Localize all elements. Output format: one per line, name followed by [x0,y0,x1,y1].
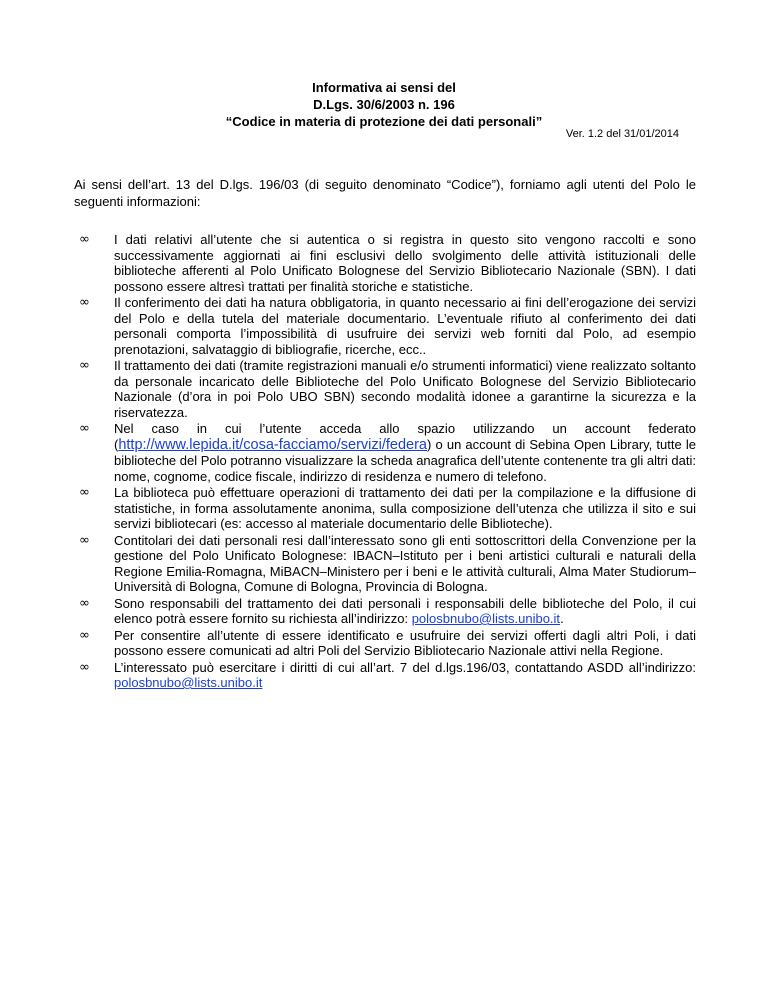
list-item [74,660,696,691]
title-line-3: “Codice in materia di protezione dei dati personali” [225,114,543,129]
infinity-bullet-icon: ∞ [79,421,90,436]
list-item [74,295,696,357]
list-item-text: La biblioteca può effettuare operazioni di trattamento dei dati per la compilazione e la diffusione di statistiche, in forma assolutamente anonima, sulla composizione dell’utenza che utilizza il sito e sui servizi bibliotecari (es: accesso al materiale documentario delle Biblioteche). [114,485,696,531]
list-item-text: Contitolari dei dati personali resi dall’interessato sono gli enti sottoscrittori della Convenzione per la gestione del Polo Unificato Bolognese: IBACN–Istituto per i beni artistici culturali e naturali della Regione Emilia-Romagna, MiBACN–Ministero per i beni e le attività culturali, Alma Mater Studiorum–Università di Bologna, Comune di Bologna, Provincia di Bologna. [114,532,696,594]
list-item [74,596,696,627]
list-item-text: Il conferimento dei dati ha natura obbligatoria, in quanto necessario ai fini dell’erogazione dei servizi del Polo e della tutela del materiale documentario. L’eventuale rifiuto al conferimento dei dati personali comporta l’impossibilità di usufruire dei servizi web forniti dal Polo, ad esempio prenotazioni, salvataggio di bibliografie, ricerche, ecc.. [114,295,696,357]
infinity-bullet-icon: ∞ [79,595,90,611]
list-item-text-before: L’interessato può esercitare i diritti di cui all’art. 7 del d.lgs.196/03, contattando ASDD all’indirizzo: [114,659,696,675]
version-label: Ver. 1.2 del 31/01/2014 [565,128,679,140]
list-item-text-after: ) o un account di Sebina Open Library, tutte le biblioteche del Polo potranno visualizzare la scheda anagrafica dell’utente contenente tra gli altri dati: nome, cognome, codice fiscale, indirizzo di residenza e numero di telefono. [114,436,696,484]
infinity-bullet-icon: ∞ [79,532,90,548]
list-item-text-before: Sono responsabili del trattamento dei dati personali i responsabili delle biblioteche del Polo, il cui elenco potrà essere fornito su richiesta all’indirizzo: [114,595,696,626]
infinity-bullet-icon: ∞ [79,295,90,310]
list-item-text-before: Nel caso in cui l’utente acceda allo spazio utilizzando un account federato ( [114,421,696,452]
infinity-bullet-icon: ∞ [79,659,90,675]
email-link[interactable]: polosbnubo@lists.unibo.it [114,675,263,690]
list-item [74,421,696,484]
info-list [74,232,696,692]
list-item-text: Il trattamento dei dati (tramite registrazioni manuali e/o strumenti informatici) viene realizzato soltanto da personale incaricato delle Biblioteche del Polo Unificato Bolognese del Servizio Bibliotecario Nazionale (d’ora in poi Polo UBO SBN) secondo modalità idonee a garantirne la sicurezza e la riservatezza. [114,358,696,420]
email-link[interactable]: polosbnubo@lists.unibo.it [411,611,561,626]
list-item-text: I dati relativi all’utente che si autentica o si registra in questo sito vengono raccolti e sono successivamente aggiornati ai fini esclusivi dello svolgimento delle attività istituzionali delle biblioteche afferenti al Polo Unificato Bolognese del Servizio Bibliotecario Nazionale (SBN). I dati possono essere altresì trattati per finalità storiche e statistiche. [114,232,696,294]
title-line-2: D.Lgs. 30/6/2003 n. 196 [313,97,455,112]
list-item [74,485,696,532]
infinity-bullet-icon: ∞ [79,232,90,247]
list-item [74,533,696,595]
infinity-bullet-icon: ∞ [79,485,90,500]
list-item [74,358,696,420]
title-line-1: Informativa ai sensi del [312,80,456,95]
infinity-bullet-icon: ∞ [79,627,90,643]
intro-paragraph: Ai sensi dell’art. 13 del D.lgs. 196/03 (di seguito denominato “Codice”), forniamo agli utenti del Polo le seguenti informazioni: [74,177,696,209]
list-item [74,232,696,294]
list-item-text: Per consentire all’utente di essere identificato e usufruire dei servizi offerti dagli altri Poli, i dati possono essere comunicati ad altri Poli del Servizio Bibliotecario Nazionale attivi nella Regione. [114,627,696,658]
list-item [74,628,696,659]
infinity-bullet-icon: ∞ [79,358,90,373]
federa-link[interactable]: http://www.lepida.it/cosa-facciamo/servizi/federa [118,436,427,453]
document-title [0,79,768,130]
list-item-text-after: . [560,611,564,626]
